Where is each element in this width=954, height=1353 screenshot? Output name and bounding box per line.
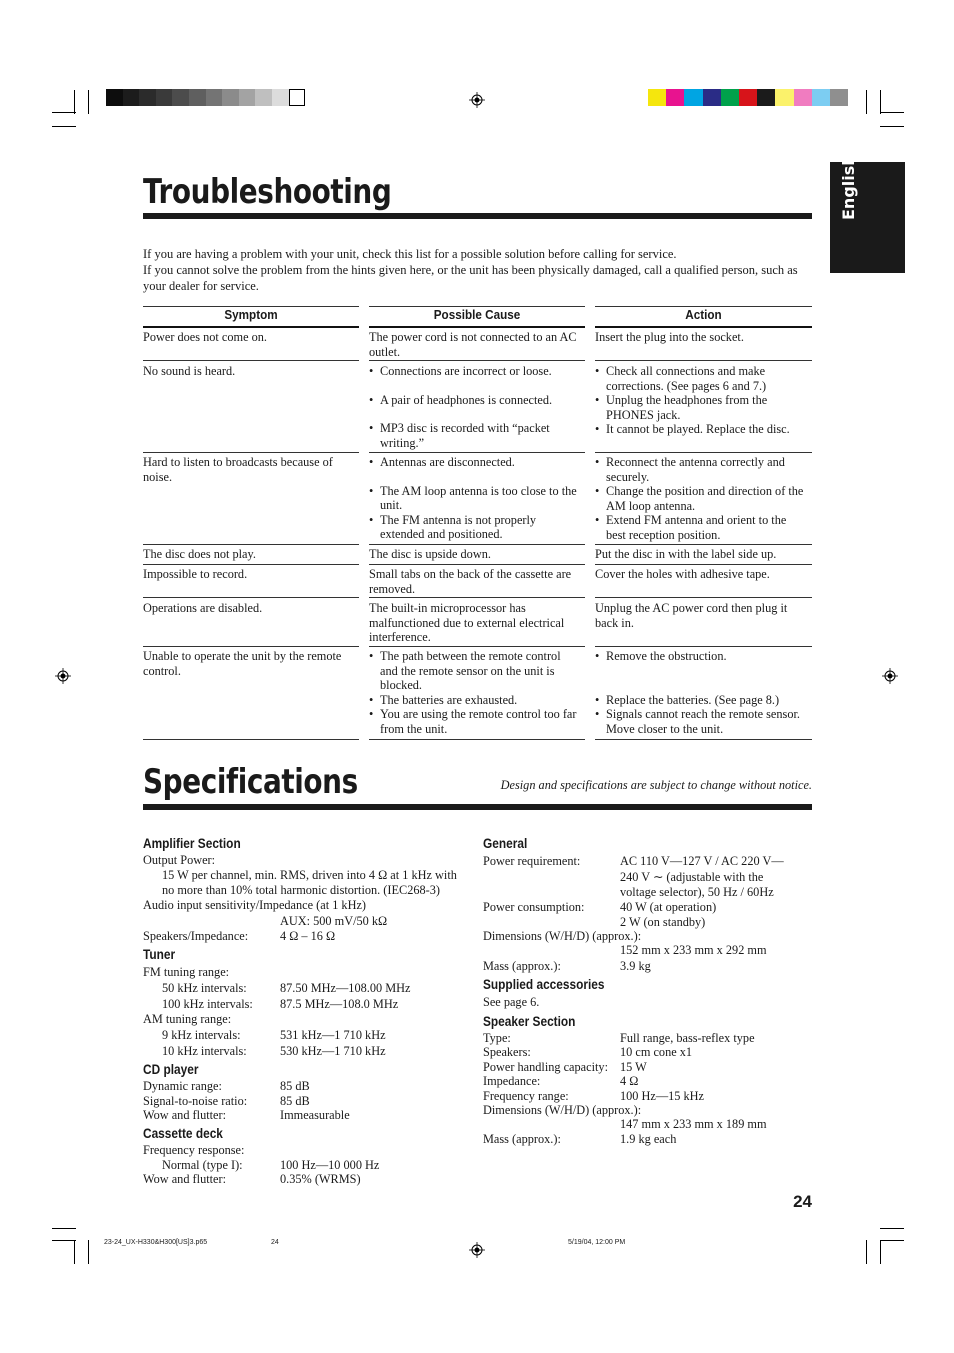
spec-value: 152 mm x 233 mm x 292 mm bbox=[620, 943, 767, 957]
list-item: • A pair of headphones is connected. bbox=[369, 393, 581, 408]
color-swatch bbox=[703, 89, 721, 106]
table-cell-cause bbox=[369, 649, 581, 736]
table-cell-symptom: Hard to listen to broadcasts because of noise. bbox=[143, 455, 333, 484]
table-rule bbox=[143, 739, 359, 740]
table-rule bbox=[595, 360, 812, 361]
spec-label: Output Power: bbox=[143, 853, 216, 867]
list-item: • The path between the remote control and the remote sensor on the unit is blocked. bbox=[369, 649, 581, 693]
spec-label: Dimensions (W/H/D) (approx.): bbox=[483, 1103, 642, 1117]
color-swatch bbox=[255, 89, 272, 106]
list-item: • Signals cannot reach the remote sensor. Move closer to the unit. bbox=[595, 707, 807, 736]
spec-label: Dynamic range: bbox=[143, 1079, 222, 1093]
list-item: • You are using the remote control too far from the unit. bbox=[369, 707, 581, 736]
table-rule bbox=[369, 544, 585, 545]
table-cell-symptom: Impossible to record. bbox=[143, 567, 248, 581]
color-swatch bbox=[139, 89, 156, 106]
spec-value: Immeasurable bbox=[280, 1108, 350, 1122]
table-cell-cause: The power cord is not connected to an AC outlet. bbox=[369, 330, 577, 359]
table-cell-action: Insert the plug into the socket. bbox=[595, 330, 744, 344]
color-swatch bbox=[206, 89, 223, 106]
crop-mark bbox=[880, 1240, 904, 1241]
table-rule bbox=[143, 564, 359, 565]
spec-value: 531 kHz—1 710 kHz bbox=[280, 1028, 386, 1042]
table-cell-action bbox=[595, 649, 807, 736]
table-rule bbox=[143, 597, 359, 598]
title-rule bbox=[143, 213, 812, 219]
color-swatch bbox=[189, 89, 206, 106]
spec-notice: Design and specifications are subject to change without notice. bbox=[500, 778, 812, 792]
list-item: • Unplug the headphones from the PHONES jack. bbox=[595, 393, 807, 422]
table-cell-cause bbox=[369, 364, 581, 450]
registration-mark-icon bbox=[882, 668, 898, 684]
spec-value: 85 dB bbox=[280, 1079, 310, 1093]
color-swatch bbox=[123, 89, 140, 106]
table-rule bbox=[143, 544, 359, 545]
table-rule bbox=[369, 597, 585, 598]
color-swatch bbox=[289, 89, 306, 106]
color-swatch bbox=[106, 89, 123, 106]
list-item: • Antennas are disconnected. bbox=[369, 455, 581, 470]
list-item: • Replace the batteries. (See page 8.) bbox=[595, 693, 807, 708]
page-title: Troubleshooting bbox=[143, 172, 392, 212]
spec-label: Frequency range: bbox=[483, 1089, 569, 1103]
registration-mark-icon bbox=[469, 92, 485, 108]
spec-value: 4 Ω bbox=[620, 1074, 639, 1088]
list-item: • Change the position and direction of the AM loop antenna. bbox=[595, 484, 807, 513]
table-rule bbox=[369, 646, 585, 647]
spec-value: See page 6. bbox=[483, 995, 540, 1009]
spec-value: 4 Ω – 16 Ω bbox=[280, 929, 336, 943]
color-swatch bbox=[739, 89, 757, 106]
title-rule bbox=[143, 804, 812, 810]
table-cell-action: Put the disc in with the label side up. bbox=[595, 547, 777, 561]
table-rule bbox=[143, 326, 359, 328]
spec-label: FM tuning range: bbox=[143, 965, 230, 979]
spec-value: Full range, bass-reflex type bbox=[620, 1031, 755, 1045]
spec-section-title: General bbox=[483, 836, 528, 851]
color-swatch bbox=[156, 89, 173, 106]
color-swatch bbox=[812, 89, 830, 106]
table-cell-symptom: Operations are disabled. bbox=[143, 601, 263, 615]
spec-label: AM tuning range: bbox=[143, 1012, 232, 1026]
spec-value: 85 dB bbox=[280, 1094, 310, 1108]
spec-value: 10 cm cone x1 bbox=[620, 1045, 693, 1059]
spec-label: Wow and flutter: bbox=[143, 1108, 227, 1122]
spec-value: 0.35% (WRMS) bbox=[280, 1172, 361, 1186]
language-tab bbox=[830, 154, 905, 273]
column-header-cause: Possible Cause bbox=[433, 307, 521, 322]
list-item: • The AM loop antenna is too close to the unit. bbox=[369, 484, 581, 513]
page-number: 24 bbox=[793, 1192, 812, 1211]
spec-value: 87.50 MHz—108.00 MHz bbox=[280, 981, 411, 995]
crop-mark bbox=[74, 90, 75, 114]
spec-label: Speakers/Impedance: bbox=[143, 929, 249, 943]
table-rule bbox=[369, 564, 585, 565]
crop-mark bbox=[74, 1240, 75, 1264]
spec-label: Power requirement: bbox=[483, 854, 581, 868]
color-swatch bbox=[239, 89, 256, 106]
spec-label: 100 kHz intervals: bbox=[162, 997, 253, 1011]
footer-date: 5/19/04, 12:00 PM bbox=[568, 1239, 626, 1246]
spec-label: Speakers: bbox=[483, 1045, 531, 1059]
crop-mark bbox=[52, 126, 76, 127]
table-cell-symptom: Unable to operate the unit by the remote control. bbox=[143, 649, 342, 678]
table-cell-cause: The built-in microprocessor has malfunctioned due to external electrical interference. bbox=[369, 601, 565, 644]
spec-label: Power consumption: bbox=[483, 900, 585, 914]
troubleshooting-intro bbox=[143, 246, 812, 294]
color-swatch bbox=[830, 89, 848, 106]
table-cell-action: Cover the holes with adhesive tape. bbox=[595, 567, 770, 581]
spec-section-title: Amplifier Section bbox=[143, 836, 241, 851]
list-item: • Check all connections and make corrections. (See pages 6 and 7.) bbox=[595, 364, 807, 393]
list-item: • Remove the obstruction. bbox=[595, 649, 807, 664]
table-cell-cause: Small tabs on the back of the cassette are removed. bbox=[369, 567, 572, 596]
spec-label: Normal (type I): bbox=[162, 1158, 243, 1172]
table-rule bbox=[143, 360, 359, 361]
spec-label: Signal-to-noise ratio: bbox=[143, 1094, 248, 1108]
spec-label: Mass (approx.): bbox=[483, 959, 561, 973]
spec-value: 87.5 MHz—108.0 MHz bbox=[280, 997, 399, 1011]
color-swatch bbox=[648, 89, 666, 106]
table-rule bbox=[143, 452, 359, 453]
crop-mark bbox=[880, 1240, 881, 1264]
spec-value: 530 kHz—1 710 kHz bbox=[280, 1044, 386, 1058]
registration-mark-icon bbox=[469, 1242, 485, 1258]
color-swatch bbox=[172, 89, 189, 106]
table-rule bbox=[595, 544, 812, 545]
list-item: • Reconnect the antenna correctly and securely. bbox=[595, 455, 807, 484]
table-cell-action bbox=[595, 364, 807, 437]
color-swatch bbox=[684, 89, 702, 106]
color-swatch bbox=[721, 89, 739, 106]
footer-filename: 23-24_UX-H330&H300[US]3.p65 bbox=[104, 1239, 208, 1246]
spec-value: 15 W bbox=[620, 1060, 647, 1074]
spec-section-title: Speaker Section bbox=[483, 1014, 576, 1029]
crop-mark bbox=[52, 1228, 76, 1229]
spec-value: 3.9 kg bbox=[620, 959, 651, 973]
list-item: • MP3 disc is recorded with “packet writing.” bbox=[369, 421, 581, 450]
table-rule bbox=[143, 646, 359, 647]
list-item: • It cannot be played. Replace the disc. bbox=[595, 422, 807, 437]
spec-label: Wow and flutter: bbox=[143, 1172, 227, 1186]
table-rule bbox=[369, 739, 585, 740]
table-rule bbox=[369, 452, 585, 453]
column-header-action: Action bbox=[685, 307, 722, 322]
table-cell-symptom: No sound is heard. bbox=[143, 364, 236, 378]
footer-page: 24 bbox=[271, 1239, 279, 1246]
table-cell-cause bbox=[369, 455, 581, 542]
table-rule bbox=[369, 360, 585, 361]
crop-mark bbox=[880, 90, 881, 114]
table-rule bbox=[595, 646, 812, 647]
crop-mark bbox=[88, 90, 89, 114]
spec-value: 15 W per channel, min. RMS, driven into 4 Ω at 1 kHz with no more than 10% total harmonic distortion. (IEC268-3) bbox=[162, 868, 457, 897]
table-cell-symptom: Power does not come on. bbox=[143, 330, 267, 344]
spec-value: voltage selector), 50 Hz / 60Hz bbox=[620, 885, 774, 899]
table-rule bbox=[369, 326, 585, 328]
language-tab-label: English bbox=[839, 154, 858, 220]
color-swatch bbox=[272, 89, 289, 106]
spec-section-title: Supplied accessories bbox=[483, 977, 605, 992]
spec-label: Impedance: bbox=[483, 1074, 541, 1088]
section-title: Specifications bbox=[143, 762, 358, 802]
spec-value: AUX: 500 mV/50 kΩ bbox=[280, 914, 388, 928]
intro-paragraph: If you are having a problem with your unit, check this list for a possible solution before calling for service. bbox=[143, 247, 677, 261]
spec-section-title: Cassette deck bbox=[143, 1126, 223, 1141]
spec-value: 240 V ∼ (adjustable with the bbox=[620, 870, 764, 884]
spec-label: 9 kHz intervals: bbox=[162, 1028, 241, 1042]
spec-label: 50 kHz intervals: bbox=[162, 981, 247, 995]
color-swatch bbox=[775, 89, 793, 106]
spec-label: Power handling capacity: bbox=[483, 1060, 608, 1074]
spec-value: 147 mm x 233 mm x 189 mm bbox=[620, 1117, 767, 1131]
crop-mark bbox=[880, 126, 904, 127]
table-rule bbox=[595, 564, 812, 565]
list-item: • Connections are incorrect or loose. bbox=[369, 364, 581, 379]
crop-mark bbox=[88, 1240, 89, 1264]
table-rule bbox=[595, 597, 812, 598]
spec-value: 100 Hz—15 kHz bbox=[620, 1089, 705, 1103]
column-header-symptom: Symptom bbox=[224, 307, 278, 322]
table-rule bbox=[595, 326, 812, 328]
color-swatch bbox=[794, 89, 812, 106]
table-rule bbox=[595, 739, 812, 740]
spec-value: 40 W (at operation) bbox=[620, 900, 717, 914]
table-cell-cause: The disc is upside down. bbox=[369, 547, 491, 561]
crop-mark bbox=[866, 90, 867, 114]
crop-mark bbox=[52, 112, 76, 113]
spec-label: 10 kHz intervals: bbox=[162, 1044, 247, 1058]
list-item: • Extend FM antenna and orient to the best reception position. bbox=[595, 513, 807, 542]
table-cell-action bbox=[595, 455, 807, 542]
table-rule bbox=[595, 452, 812, 453]
list-item: • The batteries are exhausted. bbox=[369, 693, 581, 708]
crop-mark bbox=[52, 1240, 76, 1241]
spec-value: 1.9 kg each bbox=[620, 1132, 677, 1146]
spec-value: 2 W (on standby) bbox=[620, 915, 706, 929]
color-swatch bbox=[757, 89, 775, 106]
intro-paragraph: If you cannot solve the problem from the hints given here, or the unit has been physically damaged, call a qualified person, such as your dealer for service. bbox=[143, 263, 798, 293]
spec-section-title: Tuner bbox=[143, 947, 176, 962]
spec-label: Mass (approx.): bbox=[483, 1132, 561, 1146]
crop-mark bbox=[880, 1228, 904, 1229]
table-cell-symptom: The disc does not play. bbox=[143, 547, 256, 561]
list-item: • The FM antenna is not properly extended and positioned. bbox=[369, 513, 581, 542]
spec-label: Dimensions (W/H/D) (approx.): bbox=[483, 929, 642, 943]
color-swatch bbox=[666, 89, 684, 106]
spec-value: 100 Hz—10 000 Hz bbox=[280, 1158, 380, 1172]
spec-label: Type: bbox=[483, 1031, 511, 1045]
crop-mark bbox=[880, 112, 904, 113]
spec-section-title: CD player bbox=[143, 1062, 199, 1077]
spec-label: Frequency response: bbox=[143, 1143, 245, 1157]
color-swatch bbox=[222, 89, 239, 106]
table-cell-action: Unplug the AC power cord then plug it back in. bbox=[595, 601, 788, 630]
spec-label: Audio input sensitivity/Impedance (at 1 kHz) bbox=[143, 898, 367, 912]
registration-mark-icon bbox=[55, 668, 71, 684]
spec-value: AC 110 V—127 V / AC 220 V— bbox=[620, 854, 784, 868]
crop-mark bbox=[866, 1240, 867, 1264]
